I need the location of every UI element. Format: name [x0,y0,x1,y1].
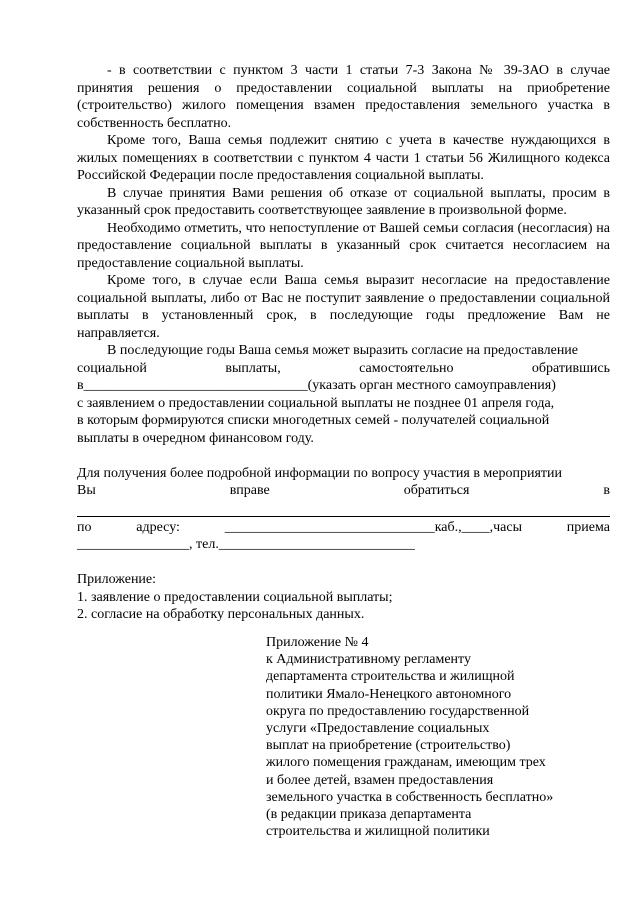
info-line-5: ________________, тел.____________________________ [77,537,415,552]
appendix-line: выплат на приобретение (строительство) [266,738,511,754]
attachments-list [77,571,610,624]
document-body [77,62,610,624]
attachment-item: 2. согласие на обработку персональных данных. [77,607,365,622]
word: Вы [77,483,96,498]
future-years-line-5: в которым формируются списки многодетных семей - получателей социальной [77,413,550,428]
attachment-item: 1. заявление о предоставлении социальной выплаты; [77,589,393,605]
word: выплаты, [225,360,281,376]
appendix-line: к Административному регламенту [266,652,471,668]
attachments-title: Приложение: [77,572,157,587]
appendix-line: политики Ямало-Ненецкого автономного [266,686,512,702]
paragraph-future-years [77,342,610,447]
info-block [77,465,610,554]
appendix-line: земельного участка в собственность бесплатно» [266,789,554,805]
future-years-line-3: в________________________________(указать орган местного самоуправления) [77,378,556,393]
word: вправе [229,483,270,498]
word: самостоятельно [359,360,454,376]
paragraph-disagreement: Кроме того, в случае если Ваша семья выразит несогласие на предоставление социальной выплаты, либо от Вас не поступит заявление о предоставлении социальной выплаты в установленный срок, в последующие годы предложение Вам не направляется. [77,273,610,341]
appendix-line: услуги «Предоставление социальных [266,721,490,737]
appendix-line: округа по предоставлению государственной [266,703,530,719]
future-years-line-6: выплаты в очередном финансовом году. [77,430,314,446]
info-line-4 [77,519,610,537]
info-line-1: Для получения более подробной информации по вопросу участия в мероприятии [77,465,563,481]
appendix-line: строительства и жилищной политики [266,824,490,840]
word: приема [566,519,610,535]
future-years-line-2 [77,360,610,378]
info-line-2 [77,482,610,500]
appendix-line: жилого помещения гражданам, имеющим трех [266,755,546,771]
future-years-line-4: с заявлением о предоставлении социальной выплаты не позднее 01 апреля года, [77,395,555,411]
appendix-line: (в редакции приказа департамента [266,807,472,823]
appendix-header [266,634,596,840]
appendix-line: департамента строительства и жилищной [266,669,515,685]
word: обратиться [403,483,470,498]
word: адресу: [136,519,180,535]
paragraph-refusal: В случае принятия Вами решения об отказе от социальной выплаты, просим в указанный срок предоставить соответствующее заявление в произвольной форме. [77,185,610,218]
blank-fill-line [77,500,610,517]
word: социальной [77,360,147,376]
future-years-line-1: В последующие годы Ваша семья может выразить согласие на предоставление [107,343,579,358]
word: ______________________________каб.,____,часы [224,519,523,535]
word: по [77,519,92,535]
word: в [603,483,610,498]
paragraph-non-receipt: Необходимо отметить, что непоступление от Вашей семьи согласия (несогласия) на предоставление социальной выплаты в указанный срок считается несогласием на предоставление социальной выплаты. [77,220,610,271]
word: обратившись [531,360,610,376]
appendix-line: и более детей, взамен предоставления [266,772,494,788]
paragraph-deregistration: Кроме того, Ваша семья подлежит снятию с учета в качестве нуждающихся в жилых помещениях в соответствии с пунктом 4 части 1 статьи 56 Жилищного кодекса Российской Федерации после предоставления социальной выплаты. [77,133,610,183]
paragraph-law-reference: - в соответствии с пунктом 3 части 1 статьи 7-3 Закона № 39-ЗАО в случае принятия решения о предоставлении социальной выплаты на приобретение (строительство) жилого помещения взамен предоставления земельного участка в собственность бесплатно. [77,63,610,131]
appendix-line: Приложение № 4 [266,635,369,650]
